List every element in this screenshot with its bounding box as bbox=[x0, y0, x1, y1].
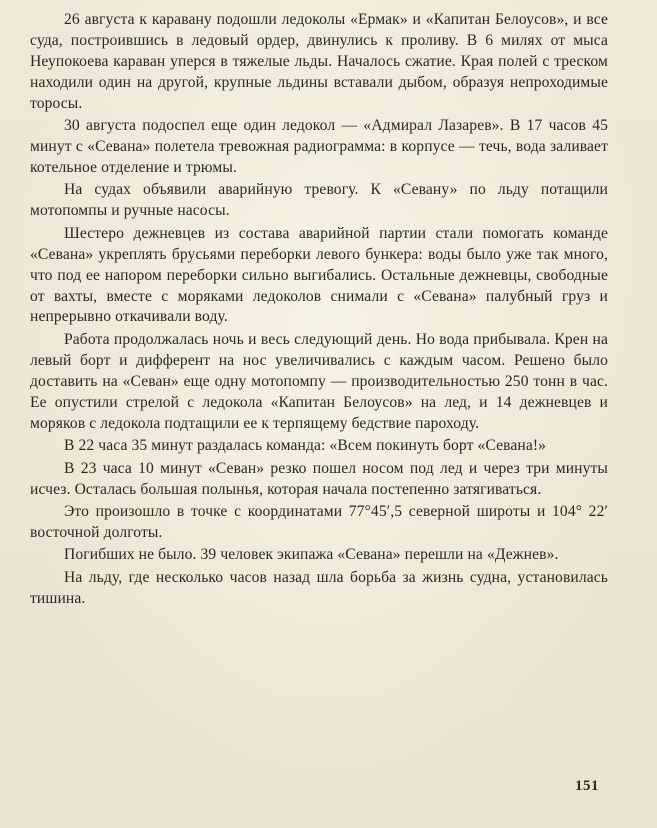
paragraph: Это произошло в точке с координатами 77°45′,5 северной широты и 104° 22′ восточной долготы. bbox=[30, 503, 608, 541]
paragraph: Погибших не было. 39 человек экипажа «Севана» перешли на «Дежнев». bbox=[64, 546, 559, 564]
paragraph: Шестеро дежневцев из состава аварийной партии стали помогать команде «Севана» укреплять брусьями переборки левого бункера: воды было уже так много, что под ее напором переборки сильно выгибались. Остальные дежневцы, свободные от вахты, вместе с моряками ледоколов снимали с «Севана» палубный груз и непрерывно откачивали воду. bbox=[30, 224, 608, 326]
paragraph: В 22 часа 35 минут раздалась команда: «Всем покинуть борт «Севана!» bbox=[64, 437, 547, 455]
paragraph: Работа продолжалась ночь и весь следующий день. Но вода прибывала. Крен на левый борт и дифферент на нос увеличивались с каждым часом. Решено было доставить на «Севан» еще одну мотопомпу — производительностью 250 тонн в час. Ее опустили стрелой с ледокола «Капитан Белоусов» на лед, и 14 дежневцев и моряков с ледокола подтащили ее к терпящему бедствие пароходу. bbox=[30, 330, 608, 432]
paragraph: 30 августа подоспел еще один ледокол — «Адмирал Лазарев». В 17 часов 45 минут с «Севана» полетела тревожная радиограмма: в корпусе — течь, вода заливает котельное отделение и трюмы. bbox=[30, 117, 608, 176]
page-number: 151 bbox=[575, 778, 599, 794]
paragraph: 26 августа к каравану подошли ледоколы «Ермак» и «Капитан Белоусов», и все суда, построившись в ледовый ордер, двинулись к проливу. В 6 милях от мыса Неупокоева караван уперся в тяжелые льды. Началось сжатие. Края полей с треском находили один на другой, крупные льдины вставали дыбом, образуя непроходимые торосы. bbox=[30, 11, 608, 112]
paragraph: На судах объявили аварийную тревогу. К «Севану» по льду потащили мотопомпы и ручные насосы. bbox=[30, 181, 608, 220]
page-text bbox=[30, 10, 608, 611]
paragraph: На льду, где несколько часов назад шла борьба за жизнь судна, установилась тишина. bbox=[30, 568, 608, 607]
paragraph: В 23 часа 10 минут «Севан» резко пошел носом под лед и через три минуты исчез. Осталась большая полынья, которая начала постепенно затягиваться. bbox=[30, 459, 608, 498]
